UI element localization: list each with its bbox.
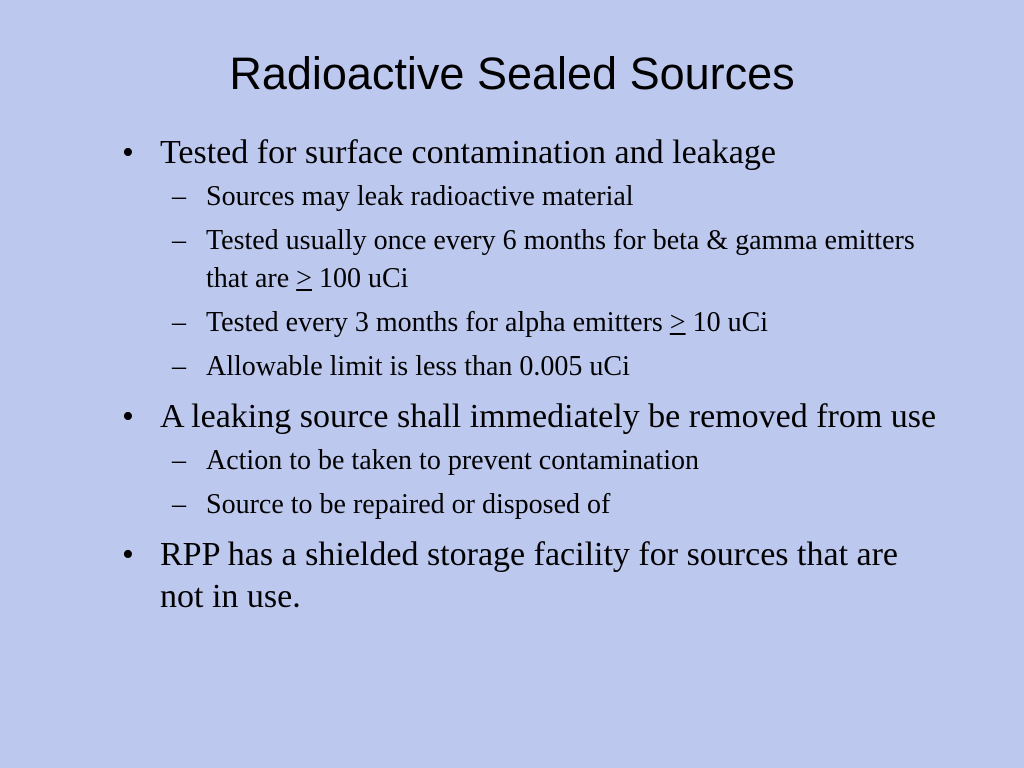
sub-bullet-text-tail: 10 uCi	[685, 307, 769, 338]
bullet-item	[120, 534, 940, 618]
bullet-icon: •	[122, 536, 134, 573]
sub-bullet-text: Allowable limit is less than 0.005 uCi	[206, 351, 630, 382]
slide-body	[120, 132, 940, 622]
dash-icon: –	[172, 307, 186, 338]
greater-equal-symbol: >	[296, 263, 312, 294]
sub-bullet-text: Source to be repaired or disposed of	[206, 489, 611, 520]
slide-title: Radioactive Sealed Sources	[229, 48, 795, 99]
bullet-icon: •	[122, 134, 134, 171]
dash-icon: –	[172, 445, 186, 476]
sub-bullet-item	[120, 442, 940, 480]
sub-bullet-item	[120, 304, 940, 342]
bullet-text: A leaking source shall immediately be removed from use	[160, 398, 937, 435]
dash-icon: –	[172, 181, 186, 212]
sub-bullet-item	[120, 486, 940, 524]
sub-bullet-item	[120, 348, 940, 386]
sub-bullet-item	[120, 178, 940, 216]
sub-bullet-text: Tested usually once every 6 months for beta & gamma emitters that are	[206, 225, 915, 294]
bullet-text: RPP has a shielded storage facility for sources that are not in use.	[160, 536, 899, 615]
sub-bullet-item	[120, 222, 940, 298]
sub-bullet-text-tail: 100 uCi	[311, 263, 409, 294]
sub-bullet-text: Action to be taken to prevent contamination	[206, 445, 699, 476]
dash-icon: –	[172, 351, 186, 382]
bullet-item	[120, 396, 940, 438]
bullet-icon: •	[122, 398, 134, 435]
greater-equal-symbol: >	[669, 307, 686, 338]
bullet-text: Tested for surface contamination and leakage	[160, 134, 776, 171]
dash-icon: –	[172, 225, 186, 256]
dash-icon: –	[172, 489, 186, 520]
sub-bullet-text: Tested every 3 months for alpha emitters	[206, 307, 670, 338]
sub-bullet-text: Sources may leak radioactive material	[206, 181, 634, 212]
bullet-item	[120, 132, 940, 174]
